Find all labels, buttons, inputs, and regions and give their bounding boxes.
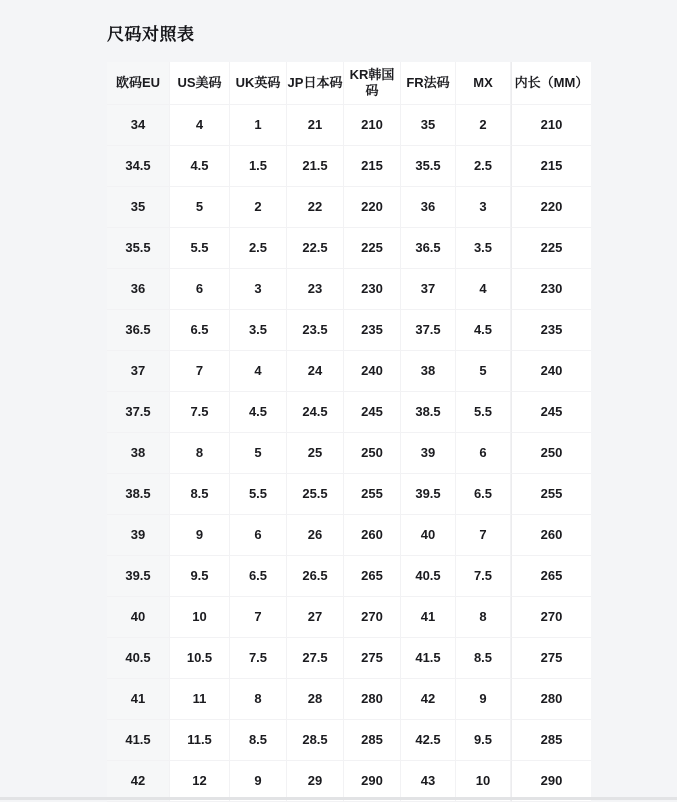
table-cell: 42 [401, 679, 456, 720]
table-cell: 10 [170, 597, 230, 638]
table-cell: 235 [344, 310, 401, 351]
table-cell: 5.5 [456, 392, 511, 433]
table-cell: 38.5 [107, 474, 170, 515]
column-header: UK英码 [230, 62, 287, 105]
table-cell: 26.5 [287, 556, 344, 597]
table-cell: 6.5 [230, 556, 287, 597]
table-cell: 24.5 [287, 392, 344, 433]
table-cell: 3.5 [456, 228, 511, 269]
table-row [107, 597, 591, 638]
table-row [107, 720, 591, 761]
table-cell: 210 [344, 105, 401, 146]
table-cell: 1 [230, 105, 287, 146]
table-cell: 260 [344, 515, 401, 556]
table-cell: 9.5 [170, 556, 230, 597]
table-cell: 41 [401, 597, 456, 638]
table-cell: 34 [107, 105, 170, 146]
table-cell: 40 [401, 515, 456, 556]
table-cell: 275 [344, 638, 401, 679]
table-cell: 9 [170, 515, 230, 556]
table-cell: 8.5 [170, 474, 230, 515]
table-cell: 245 [344, 392, 401, 433]
size-table-body [107, 105, 591, 802]
table-cell: 27.5 [287, 638, 344, 679]
table-cell: 42.5 [401, 720, 456, 761]
table-cell: 240 [344, 351, 401, 392]
table-cell: 6 [170, 269, 230, 310]
table-cell: 290 [344, 761, 401, 802]
table-cell: 41.5 [401, 638, 456, 679]
size-table-header [107, 62, 591, 105]
table-row [107, 679, 591, 720]
table-cell: 40.5 [401, 556, 456, 597]
table-row [107, 269, 591, 310]
table-cell: 37 [401, 269, 456, 310]
table-cell: 23 [287, 269, 344, 310]
table-cell: 27 [287, 597, 344, 638]
table-cell: 6.5 [456, 474, 511, 515]
table-cell: 38 [107, 433, 170, 474]
table-cell: 10 [456, 761, 511, 802]
table-cell: 4.5 [170, 146, 230, 187]
column-header: FR法码 [401, 62, 456, 105]
table-cell: 21.5 [287, 146, 344, 187]
page-title: 尺码对照表 [107, 25, 195, 44]
table-cell: 7 [456, 515, 511, 556]
table-cell: 230 [344, 269, 401, 310]
table-cell: 8 [456, 597, 511, 638]
table-cell: 5 [170, 187, 230, 228]
table-cell: 42 [107, 761, 170, 802]
table-cell: 39 [401, 433, 456, 474]
table-cell: 2 [456, 105, 511, 146]
table-cell: 5.5 [230, 474, 287, 515]
table-row [107, 556, 591, 597]
table-cell: 285 [511, 720, 591, 761]
table-cell: 225 [511, 228, 591, 269]
table-cell: 24 [287, 351, 344, 392]
table-row [107, 433, 591, 474]
table-cell: 255 [344, 474, 401, 515]
table-cell: 37.5 [107, 392, 170, 433]
table-cell: 9 [456, 679, 511, 720]
table-cell: 220 [344, 187, 401, 228]
table-cell: 245 [511, 392, 591, 433]
table-cell: 36 [401, 187, 456, 228]
table-cell: 35 [107, 187, 170, 228]
table-cell: 7.5 [456, 556, 511, 597]
table-cell: 9 [230, 761, 287, 802]
column-header: US美码 [170, 62, 230, 105]
table-cell: 4.5 [456, 310, 511, 351]
table-cell: 3.5 [230, 310, 287, 351]
size-table [107, 62, 591, 802]
table-row [107, 392, 591, 433]
table-row [107, 515, 591, 556]
table-cell: 265 [511, 556, 591, 597]
table-cell: 6 [456, 433, 511, 474]
table-cell: 40.5 [107, 638, 170, 679]
table-cell: 43 [401, 761, 456, 802]
table-cell: 260 [511, 515, 591, 556]
table-cell: 8 [230, 679, 287, 720]
table-cell: 35.5 [401, 146, 456, 187]
table-cell: 215 [344, 146, 401, 187]
column-header: KR韩国码 [344, 62, 401, 105]
table-cell: 26 [287, 515, 344, 556]
table-cell: 34.5 [107, 146, 170, 187]
table-cell: 21 [287, 105, 344, 146]
table-cell: 3 [230, 269, 287, 310]
table-cell: 8.5 [230, 720, 287, 761]
table-cell: 2 [230, 187, 287, 228]
table-cell: 235 [511, 310, 591, 351]
table-cell: 280 [344, 679, 401, 720]
table-cell: 37 [107, 351, 170, 392]
table-cell: 3 [456, 187, 511, 228]
table-cell: 29 [287, 761, 344, 802]
table-cell: 25 [287, 433, 344, 474]
table-cell: 265 [344, 556, 401, 597]
table-cell: 6.5 [170, 310, 230, 351]
table-row [107, 146, 591, 187]
table-cell: 36.5 [401, 228, 456, 269]
table-cell: 7 [170, 351, 230, 392]
table-cell: 215 [511, 146, 591, 187]
table-cell: 230 [511, 269, 591, 310]
table-cell: 40 [107, 597, 170, 638]
table-cell: 5 [456, 351, 511, 392]
table-cell: 35 [401, 105, 456, 146]
table-cell: 7.5 [170, 392, 230, 433]
column-header: 内长（MM） [511, 62, 591, 105]
table-cell: 220 [511, 187, 591, 228]
table-cell: 39 [107, 515, 170, 556]
table-row [107, 187, 591, 228]
table-cell: 36 [107, 269, 170, 310]
table-cell: 4 [230, 351, 287, 392]
table-cell: 7 [230, 597, 287, 638]
table-cell: 250 [511, 433, 591, 474]
table-cell: 210 [511, 105, 591, 146]
column-header: 欧码EU [107, 62, 170, 105]
table-cell: 280 [511, 679, 591, 720]
column-header: JP日本码 [287, 62, 344, 105]
table-cell: 38.5 [401, 392, 456, 433]
table-cell: 275 [511, 638, 591, 679]
table-cell: 2.5 [456, 146, 511, 187]
table-row [107, 310, 591, 351]
table-cell: 23.5 [287, 310, 344, 351]
table-cell: 22 [287, 187, 344, 228]
table-row [107, 351, 591, 392]
table-cell: 8 [170, 433, 230, 474]
table-cell: 10.5 [170, 638, 230, 679]
table-cell: 41 [107, 679, 170, 720]
table-cell: 270 [511, 597, 591, 638]
table-cell: 39.5 [401, 474, 456, 515]
table-cell: 38 [401, 351, 456, 392]
table-row [107, 105, 591, 146]
table-cell: 240 [511, 351, 591, 392]
table-cell: 2.5 [230, 228, 287, 269]
table-cell: 8.5 [456, 638, 511, 679]
table-cell: 255 [511, 474, 591, 515]
table-cell: 7.5 [230, 638, 287, 679]
table-cell: 12 [170, 761, 230, 802]
table-cell: 4 [456, 269, 511, 310]
table-cell: 28 [287, 679, 344, 720]
table-cell: 1.5 [230, 146, 287, 187]
table-cell: 270 [344, 597, 401, 638]
table-cell: 290 [511, 761, 591, 802]
table-cell: 11.5 [170, 720, 230, 761]
table-cell: 22.5 [287, 228, 344, 269]
table-cell: 225 [344, 228, 401, 269]
table-cell: 4.5 [230, 392, 287, 433]
table-row [107, 638, 591, 679]
table-cell: 9.5 [456, 720, 511, 761]
table-cell: 250 [344, 433, 401, 474]
table-row [107, 474, 591, 515]
table-row [107, 228, 591, 269]
table-cell: 5 [230, 433, 287, 474]
table-cell: 11 [170, 679, 230, 720]
table-cell: 35.5 [107, 228, 170, 269]
table-cell: 36.5 [107, 310, 170, 351]
table-cell: 285 [344, 720, 401, 761]
table-cell: 37.5 [401, 310, 456, 351]
table-cell: 41.5 [107, 720, 170, 761]
table-cell: 6 [230, 515, 287, 556]
table-cell: 28.5 [287, 720, 344, 761]
column-header: MX [456, 62, 511, 105]
table-cell: 4 [170, 105, 230, 146]
table-cell: 25.5 [287, 474, 344, 515]
table-cell: 39.5 [107, 556, 170, 597]
table-row [107, 761, 591, 802]
table-cell: 5.5 [170, 228, 230, 269]
